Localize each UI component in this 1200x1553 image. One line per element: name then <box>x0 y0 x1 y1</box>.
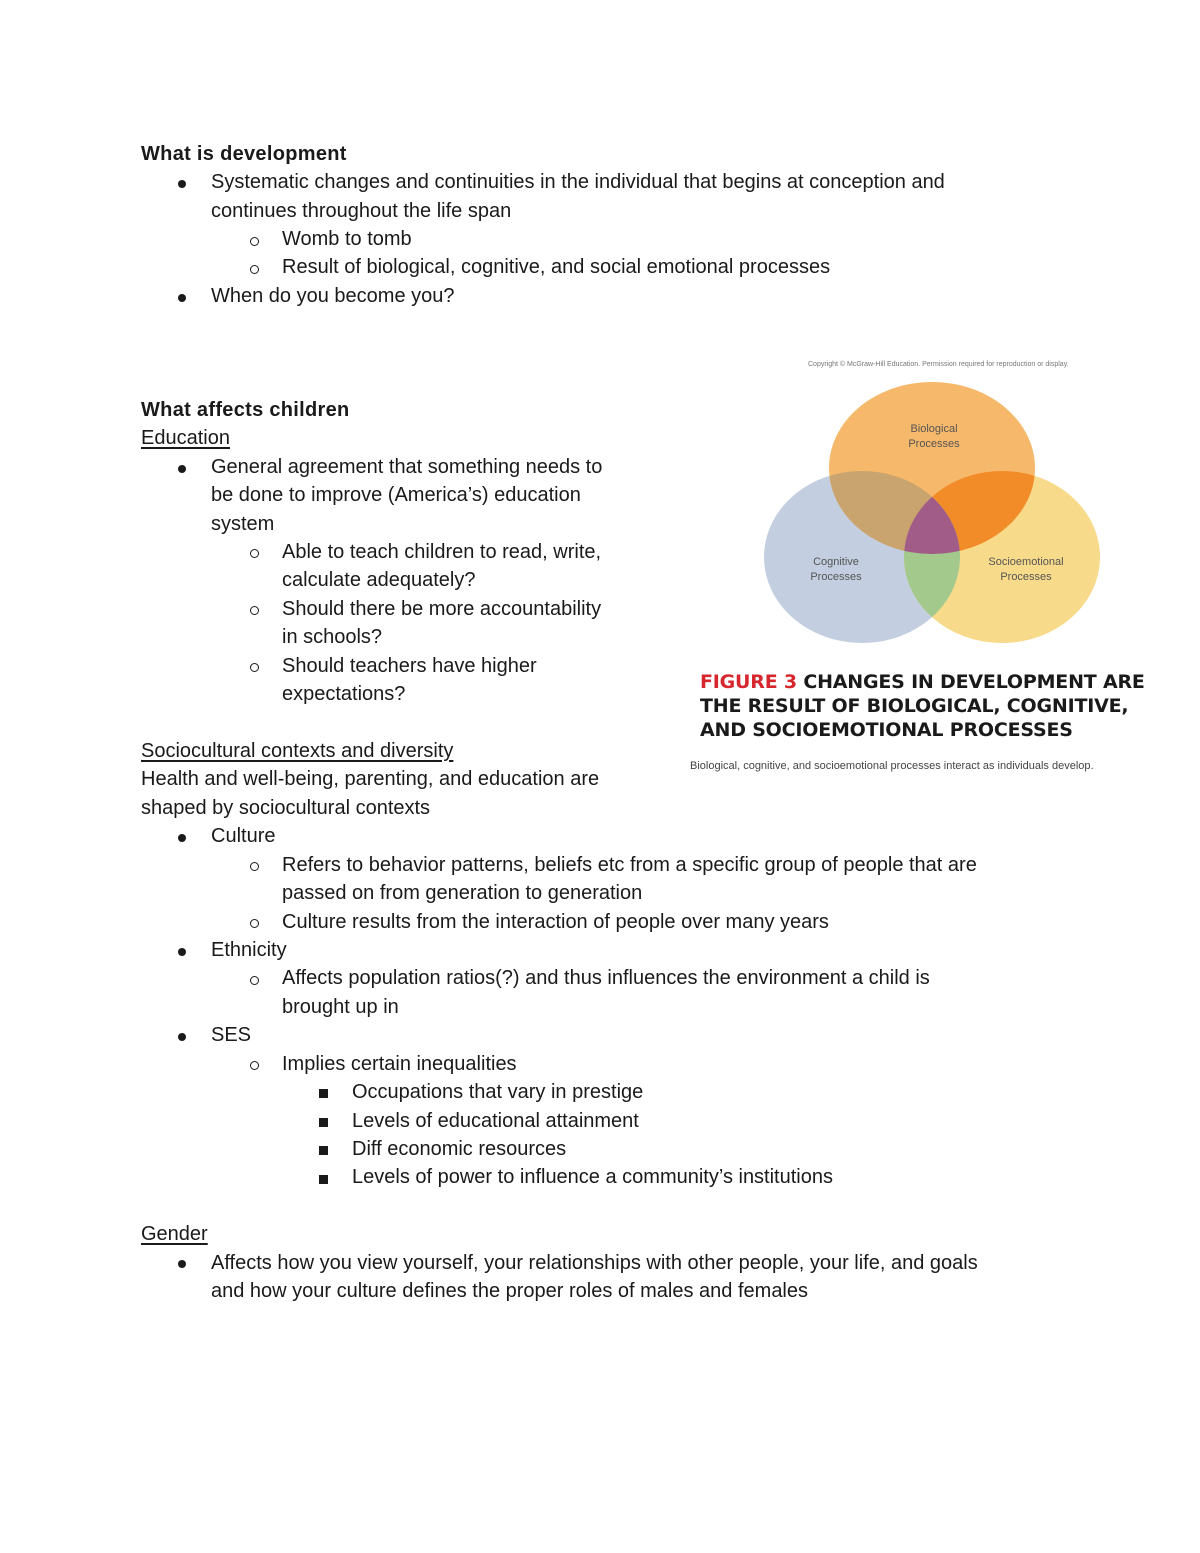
bullet-square <box>319 1118 328 1127</box>
socioemotional-label-2: Processes <box>1000 571 1052 583</box>
venn-diagram <box>690 355 1160 665</box>
bullet-square <box>319 1089 328 1098</box>
subheading-education: Education <box>141 427 230 449</box>
figure-caption: Biological, cognitive, and socioemotional processes interact as individuals develop. <box>690 760 1094 772</box>
list-item: and how your culture defines the proper roles of males and females <box>211 1280 809 1302</box>
list-item: expectations? <box>282 683 406 705</box>
bullet-disc <box>178 1033 186 1041</box>
bullet-disc <box>178 834 186 842</box>
paragraph-line: shaped by sociocultural contexts <box>141 797 431 819</box>
figure-title-line-3: AND SOCIOEMOTIONAL PROCESSES <box>700 719 1073 741</box>
list-item: Able to teach children to read, write, <box>282 541 602 563</box>
bullet-disc <box>178 180 186 188</box>
bullet-circle <box>250 862 259 871</box>
paragraph-line: Health and well-being, parenting, and education are <box>141 768 600 790</box>
socioemotional-label-1: Socioemotional <box>988 556 1064 568</box>
heading-what-is-development: What is development <box>141 143 347 165</box>
list-item: Affects how you view yourself, your relationships with other people, your life, and goals <box>211 1252 978 1274</box>
figure-title-line-2: THE RESULT OF BIOLOGICAL, COGNITIVE, <box>700 695 1129 717</box>
cognitive-label-2: Processes <box>810 571 862 583</box>
figure-copyright: Copyright © McGraw-Hill Education. Permission required for reproduction or display. <box>808 361 1069 368</box>
list-item: be done to improve (America’s) education <box>211 484 581 506</box>
subheading-sociocultural: Sociocultural contexts and diversity <box>141 740 454 762</box>
list-item: continues throughout the life span <box>211 200 512 222</box>
list-item: SES <box>211 1024 252 1046</box>
bullet-disc <box>178 948 186 956</box>
bullet-circle <box>250 237 259 246</box>
bullet-circle <box>250 919 259 928</box>
bullet-circle <box>250 265 259 274</box>
list-item: Ethnicity <box>211 939 287 961</box>
list-item: Result of biological, cognitive, and social emotional processes <box>282 256 831 278</box>
venn-figure <box>690 355 1160 785</box>
list-item: Womb to tomb <box>282 228 412 250</box>
bullet-disc <box>178 294 186 302</box>
list-item: Occupations that vary in prestige <box>352 1081 644 1103</box>
bullet-square <box>319 1175 328 1184</box>
list-item: Levels of power to influence a community’s institutions <box>352 1166 833 1188</box>
bullet-circle <box>250 549 259 558</box>
list-item: Systematic changes and continuities in the individual that begins at conception and <box>211 171 945 193</box>
heading-what-affects-children: What affects children <box>141 399 350 421</box>
bullet-circle <box>250 663 259 672</box>
list-item: When do you become you? <box>211 285 455 307</box>
list-item: Refers to behavior patterns, beliefs etc from a specific group of people that are <box>282 854 977 876</box>
figure-title-line-1 <box>700 670 1145 694</box>
figure-title-text: CHANGES IN DEVELOPMENT ARE <box>803 671 1145 693</box>
bullet-circle <box>250 606 259 615</box>
list-item: in schools? <box>282 626 383 648</box>
figure-label: FIGURE 3 <box>700 671 797 693</box>
list-item: Levels of educational attainment <box>352 1110 639 1132</box>
cognitive-label-1: Cognitive <box>813 556 859 568</box>
list-item: passed on from generation to generation <box>282 882 643 904</box>
list-item: Should there be more accountability <box>282 598 602 620</box>
biological-label-1: Biological <box>910 423 958 435</box>
bullet-disc <box>178 1260 186 1268</box>
bullet-circle <box>250 976 259 985</box>
list-item: General agreement that something needs to <box>211 456 603 478</box>
bullet-square <box>319 1146 328 1155</box>
list-item: system <box>211 513 275 535</box>
list-item: Diff economic resources <box>352 1138 567 1160</box>
list-item: calculate adequately? <box>282 569 476 591</box>
list-item: Culture results from the interaction of people over many years <box>282 911 829 933</box>
list-item: Should teachers have higher <box>282 655 537 677</box>
biological-label-2: Processes <box>908 438 960 450</box>
subheading-gender: Gender <box>141 1223 208 1245</box>
list-item: Culture <box>211 825 276 847</box>
list-item: Affects population ratios(?) and thus influences the environment a child is <box>282 967 930 989</box>
bullet-circle <box>250 1061 259 1070</box>
bullet-disc <box>178 465 186 473</box>
list-item: Implies certain inequalities <box>282 1053 517 1075</box>
list-item: brought up in <box>282 996 399 1018</box>
